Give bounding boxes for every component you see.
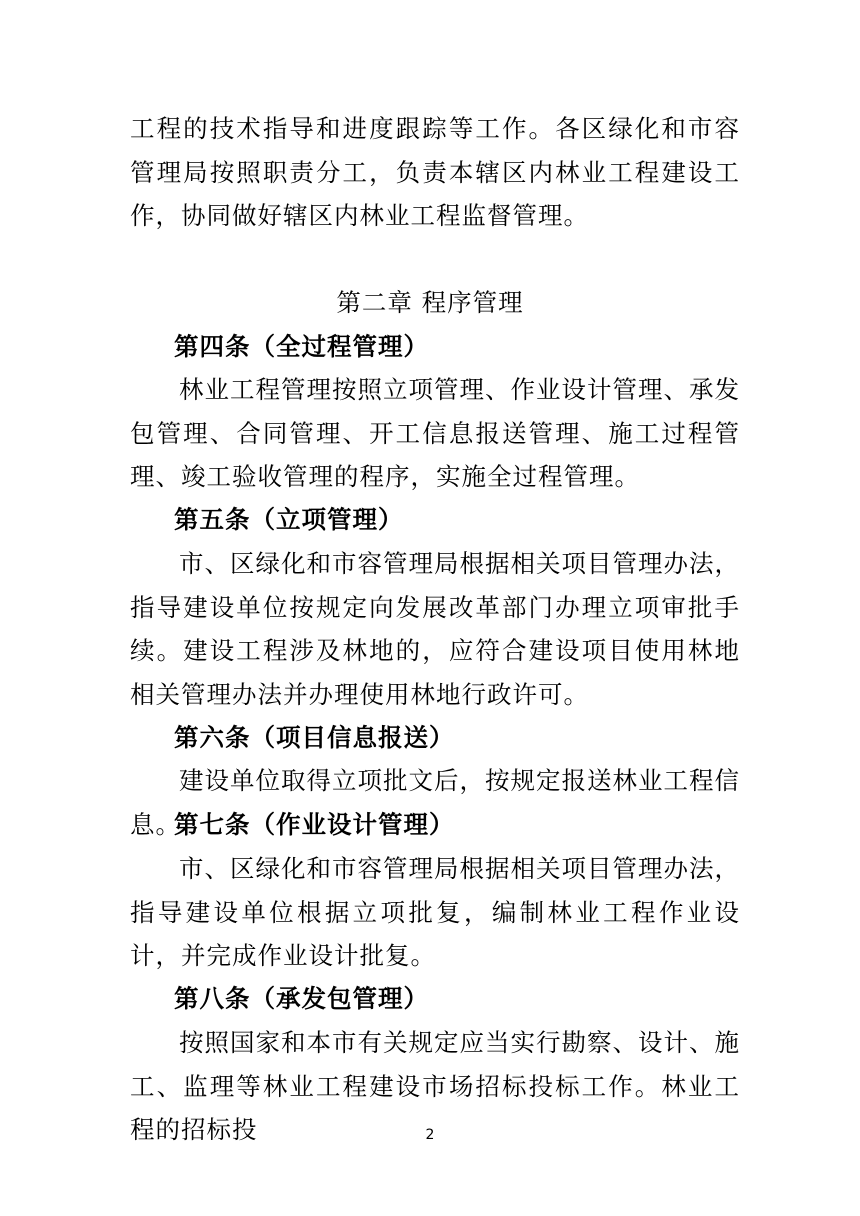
article-body: 市、区绿化和市容管理局根据相关项目管理办法，指导建设单位按规定向发展改革部门办理立项审批手续。建设工程涉及林地的，应符合建设项目使用林地相关管理办法并办理使用林地行政许可。: [130, 549, 740, 709]
article-heading: 第七条（作业设计管理）: [174, 810, 455, 839]
continuation-paragraph: 工程的技术指导和进度跟踪等工作。各区绿化和市容管理局按照职责分工，负责本辖区内林业工程建设工作，协同做好辖区内林业工程监督管理。: [130, 114, 740, 230]
article-heading: 第五条（立项管理）: [174, 505, 404, 534]
article-body: 按照国家和本市有关规定应当实行勘察、设计、施工、监理等林业工程建设市场招标投标工作。林业工程的招标投: [130, 1028, 740, 1144]
page-number: 2: [425, 1127, 435, 1143]
article-body: 建设单位取得立项批文后，按规定报送林业工程信息。: [130, 766, 740, 839]
article-body: 市、区绿化和市容管理局根据相关项目管理办法，指导建设单位根据立项批复，编制林业工程作业设计，并完成作业设计批复。: [130, 854, 740, 970]
chapter-title: 第二章 程序管理: [336, 288, 524, 317]
article-heading: 第四条（全过程管理）: [174, 332, 429, 361]
article-body: 林业工程管理按照立项管理、作业设计管理、承发包管理、合同管理、开工信息报送管理、施工过程管理、竣工验收管理的程序，实施全过程管理。: [130, 375, 740, 491]
article-heading: 第六条（项目信息报送）: [174, 723, 455, 752]
article-heading: 第八条（承发包管理）: [174, 984, 429, 1013]
